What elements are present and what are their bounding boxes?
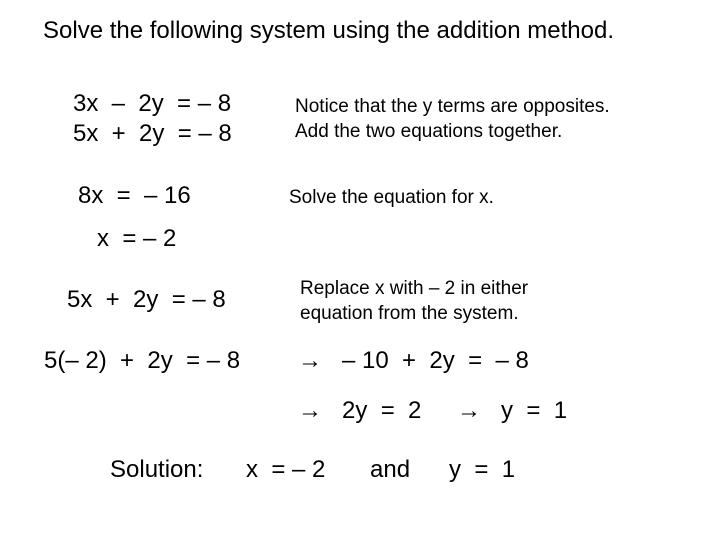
note-replace-line2: equation from the system. (300, 303, 519, 324)
isolate-y-equation: → 2y = 2 (298, 397, 422, 424)
note-replace-line1: Replace x with – 2 in either (300, 278, 529, 299)
note-solve-x: Solve the equation for x. (289, 187, 494, 208)
system-equation-2: 5x + 2y = – 8 (73, 120, 232, 147)
simplified-equation: → – 10 + 2y = – 8 (298, 347, 529, 374)
solution-and: and (370, 456, 411, 483)
note-opposites-line1: Notice that the y terms are opposites. (295, 96, 610, 117)
solution-x: x = – 2 (246, 456, 326, 483)
solution-y: y = 1 (449, 456, 516, 483)
substituted-equation: 5(– 2) + 2y = – 8 (44, 347, 241, 374)
x-value: x = – 2 (97, 225, 177, 252)
solution-label: Solution: (110, 456, 204, 483)
y-result-equation: → y = 1 (457, 397, 568, 424)
sum-equation: 8x = – 16 (78, 182, 191, 209)
slide-title: Solve the following system using the addition method. (43, 17, 614, 44)
system-equation-1: 3x – 2y = – 8 (73, 90, 232, 117)
note-opposites-line2: Add the two equations together. (295, 121, 563, 142)
chosen-equation: 5x + 2y = – 8 (67, 286, 226, 313)
